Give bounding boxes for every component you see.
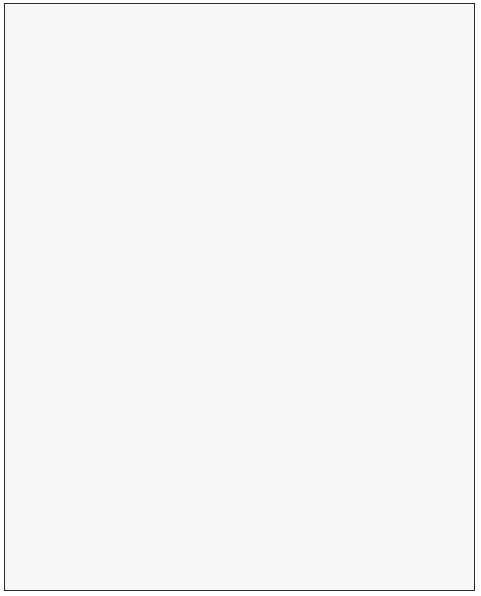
- auction-notice: [4, 3, 475, 591]
